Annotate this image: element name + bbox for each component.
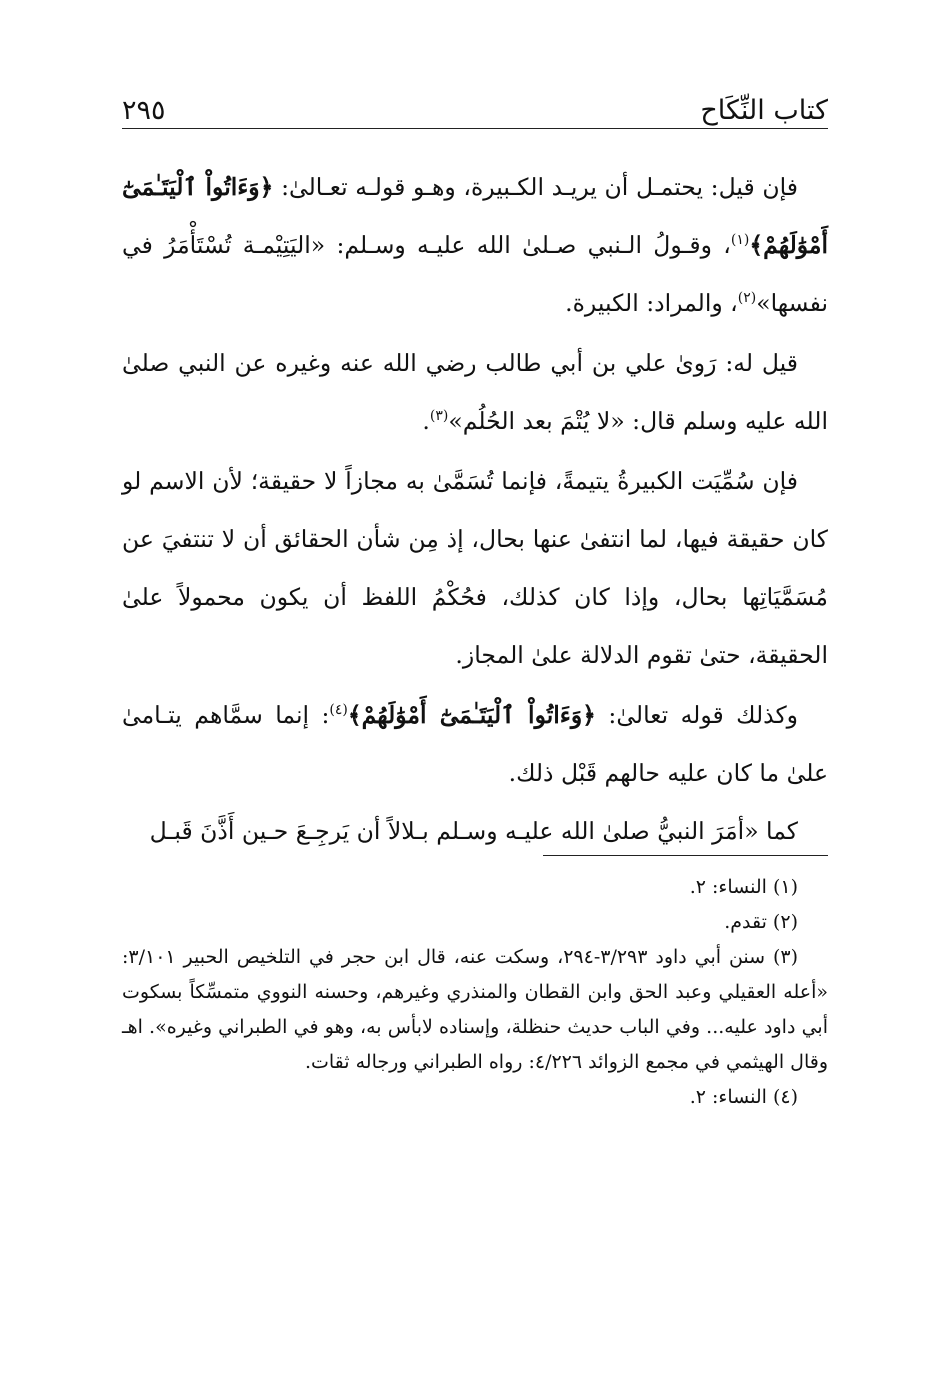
- paragraph-2: [122, 334, 828, 450]
- footnote-1: (١) النساء: ٢.: [689, 876, 798, 898]
- paragraph-2-text-a: قيل له: رَوىٰ علي بن أبي طالب رضي الله عنه وغيره عن النبي صلىٰ الله عليه وسلم قال: «لا يُتْمَ بعد الحُلُم»: [122, 349, 828, 435]
- paragraph-3: فإن سُمِّيَت الكبيرةُ يتيمةً، فإنما تُسَمَّىٰ به مجازاً لا حقيقة؛ لأن الاسم لو كان حقيقة فيها، لما انتفىٰ عنها بحال، إذ مِن شأن الحقائق أن لا تنتفيَ عن مُسَمَّيَاتِها بحال، وإذا كان كذلك، فحُكْمُ اللفظ أن يكون محمولاً علىٰ الحقيقة، حتىٰ تقوم الدلالة علىٰ المجاز.: [122, 467, 828, 669]
- paragraph-1-text-b: ، وقـولُ الـنبي صـلىٰ الله عليـه وسـلم: «اليَتِيْمـة تُسْتَأْمَرُ في نفسها»: [122, 231, 828, 317]
- quran-verse: ﴿وَءَاتُواْ ٱلْيَتَـٰمَىٰٓ أَمْوَٰلَهُمْ﴾: [347, 701, 596, 729]
- main-text: [122, 158, 828, 860]
- footnote-ref-2: (٢): [737, 290, 757, 307]
- footnote-ref-4: (٤): [329, 702, 348, 719]
- page-number: ٢٩٥: [122, 95, 166, 126]
- page-header: [122, 80, 828, 129]
- footnote-2: (٢) تقدم.: [724, 911, 798, 933]
- paragraph-1: [122, 158, 828, 332]
- paragraph-2-text-b: .: [422, 407, 430, 435]
- paragraph-1-text-c: ، والمراد: الكبيرة.: [565, 289, 738, 317]
- running-title: كتاب النِّكَاح: [700, 95, 828, 126]
- footnote-ref-3: (٣): [429, 408, 449, 425]
- paragraph-4: [122, 686, 828, 802]
- paragraph-1-text-a: فإن قيل: يحتمـل أن يريـد الكـبيرة، وهـو قولـه تعـالىٰ:: [273, 173, 798, 201]
- footnote-3: (٣) سنن أبي داود ٣/٢٩٣-٢٩٤، وسكت عنه، قال ابن حجر في التلخيص الحبير ٣/١٠١: «أعله العقيلي وعبد الحق وابن القطان والمنذري وغيرهم، وحسنه النووي متمسِّكاً بسكوت أبي داود عليه... وفي الباب حديث حنظلة، وإسناده لابأس به، وهو في الطبراني وغيره». اهـ وقال الهيثمي في مجمع الزوائد ٤/٢٢٦: رواه الطبراني ورجاله ثقات.: [122, 946, 828, 1073]
- quran-verse: ﴿وَءَاتُواْ ٱلْيَتَـٰمَىٰٓ أَمْوَٰلَهُمْ﴾: [122, 173, 828, 259]
- paragraph-4-text-b: : إنما سمَّاهم يتـامىٰ علىٰ ما كان عليه حالهم قَبْل ذلك.: [122, 701, 828, 787]
- footnote-ref-1: (١): [730, 232, 750, 249]
- footnote-separator: [543, 855, 828, 856]
- paragraph-5: كما «أمَرَ النبيُّ صلىٰ الله عليـه وسـلم بـلالاً أن يَرجِـعَ حـين أَذَّنَ قَبـل: [149, 817, 798, 845]
- footnote-4: (٤) النساء: ٢.: [689, 1086, 798, 1108]
- footnotes: [122, 870, 828, 1115]
- paragraph-4-text-a: وكذلك قوله تعالىٰ:: [595, 701, 798, 729]
